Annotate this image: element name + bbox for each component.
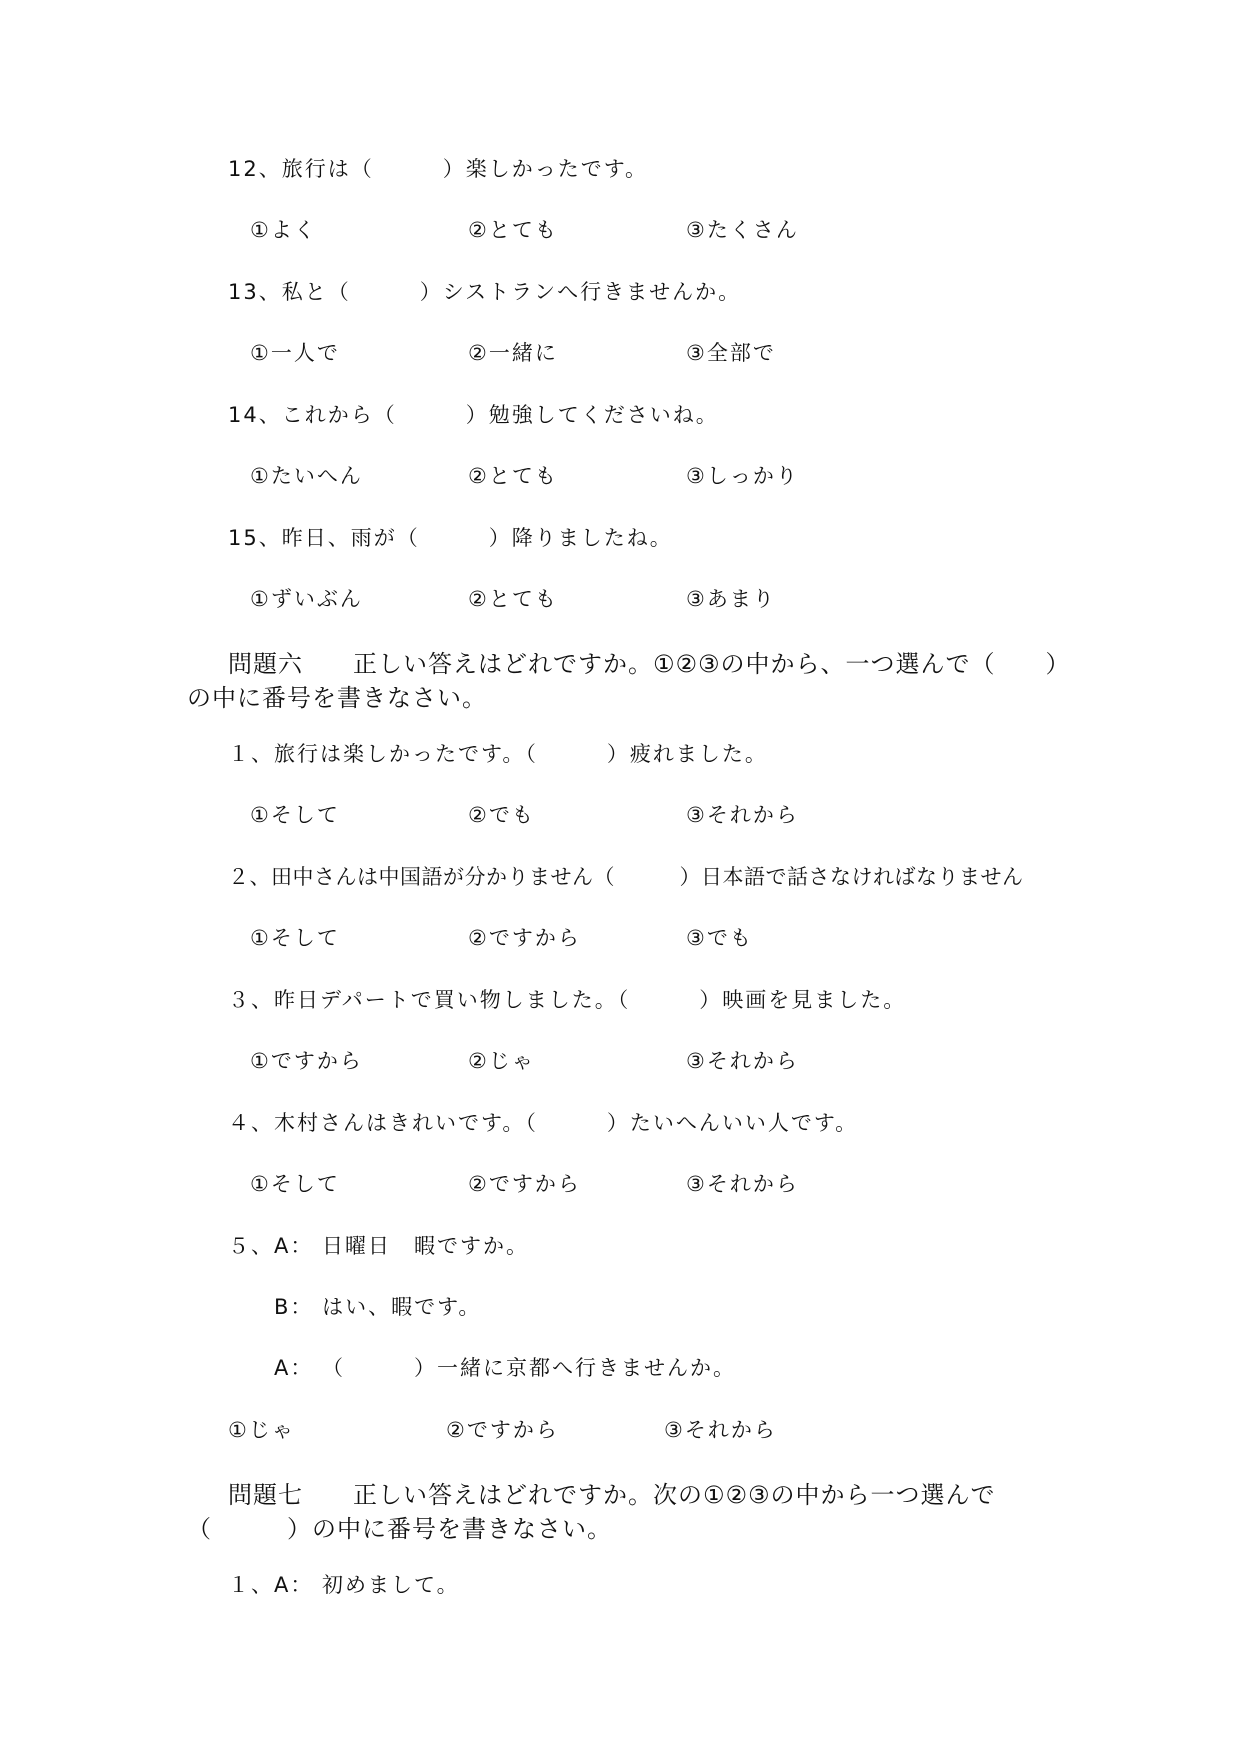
s6-question-5-line-a1: ５、A： 日曜日 暇ですか。 — [228, 1234, 530, 1258]
section-7-heading-line1: 問題七 正しい答えはどれですか。次の①②③の中から一つ選んで — [228, 1481, 996, 1509]
q12-option-1: ①よく — [250, 218, 317, 242]
s6-question-2: ２、田中さんは中国語が分かりません（ ）日本語で話さなければなりません — [228, 865, 1024, 889]
s6q1-option-1: ①そして — [250, 803, 340, 827]
s7-question-1: １、A： 初めまして。 — [228, 1573, 460, 1597]
question-14: 14、これから（ ）勉強してくださいね。 — [228, 403, 719, 427]
q14-option-2: ②とても — [468, 464, 558, 488]
s6q4-option-1: ①そして — [250, 1172, 340, 1196]
q14-option-1: ①たいへん — [250, 464, 363, 488]
s6q2-option-1: ①そして — [250, 926, 340, 950]
s6q5-option-3: ③それから — [664, 1418, 777, 1442]
s6q3-option-3: ③それから — [686, 1049, 799, 1073]
q12-option-2: ②とても — [468, 218, 558, 242]
s6-question-5-line-a2: A： （ ）一緒に京都へ行きませんか。 — [274, 1356, 737, 1380]
s6q5-option-1: ①じゃ — [228, 1418, 295, 1442]
s6q3-option-2: ②じゃ — [468, 1049, 535, 1073]
q15-option-1: ①ずいぶん — [250, 587, 363, 611]
q15-option-2: ②とても — [468, 587, 558, 611]
q15-option-3: ③あまり — [686, 587, 776, 611]
q13-option-1: ①一人で — [250, 341, 340, 365]
q13-option-3: ③全部で — [686, 341, 776, 365]
q14-option-3: ③しっかり — [686, 464, 799, 488]
s6-question-1: １、旅行は楽しかったです。（ ）疲れました。 — [228, 742, 768, 766]
s6-question-5-line-b: B： はい、暇です。 — [274, 1295, 482, 1319]
q12-option-3: ③たくさん — [686, 218, 799, 242]
s6-question-3: ３、昨日デパートで買い物しました。（ ）映画を見ました。 — [228, 988, 907, 1012]
q13-option-2: ②一緒に — [468, 341, 558, 365]
section-7-heading-line2: （ ）の中に番号を書きなさい。 — [187, 1515, 612, 1543]
section-6-heading-line2: の中に番号を書きなさい。 — [187, 684, 487, 712]
question-15: 15、昨日、雨が（ ）降りましたね。 — [228, 526, 673, 550]
s6q4-option-2: ②ですから — [468, 1172, 581, 1196]
s6q1-option-3: ③それから — [686, 803, 799, 827]
s6q5-option-2: ②ですから — [446, 1418, 559, 1442]
s6-question-4: ４、木村さんはきれいです。（ ）たいへんいい人です。 — [228, 1111, 859, 1135]
s6q2-option-2: ②ですから — [468, 926, 581, 950]
s6q1-option-2: ②でも — [468, 803, 535, 827]
s6q4-option-3: ③それから — [686, 1172, 799, 1196]
s6q3-option-1: ①ですから — [250, 1049, 363, 1073]
question-13: 13、私と（ ）シストランへ行きませんか。 — [228, 280, 742, 304]
question-12: 12、旅行は（ ）楽しかったです。 — [228, 157, 649, 181]
section-6-heading-line1: 問題六 正しい答えはどれですか。①②③の中から、一つ選んで（ ） — [228, 650, 1071, 678]
s6q2-option-3: ③でも — [686, 926, 753, 950]
